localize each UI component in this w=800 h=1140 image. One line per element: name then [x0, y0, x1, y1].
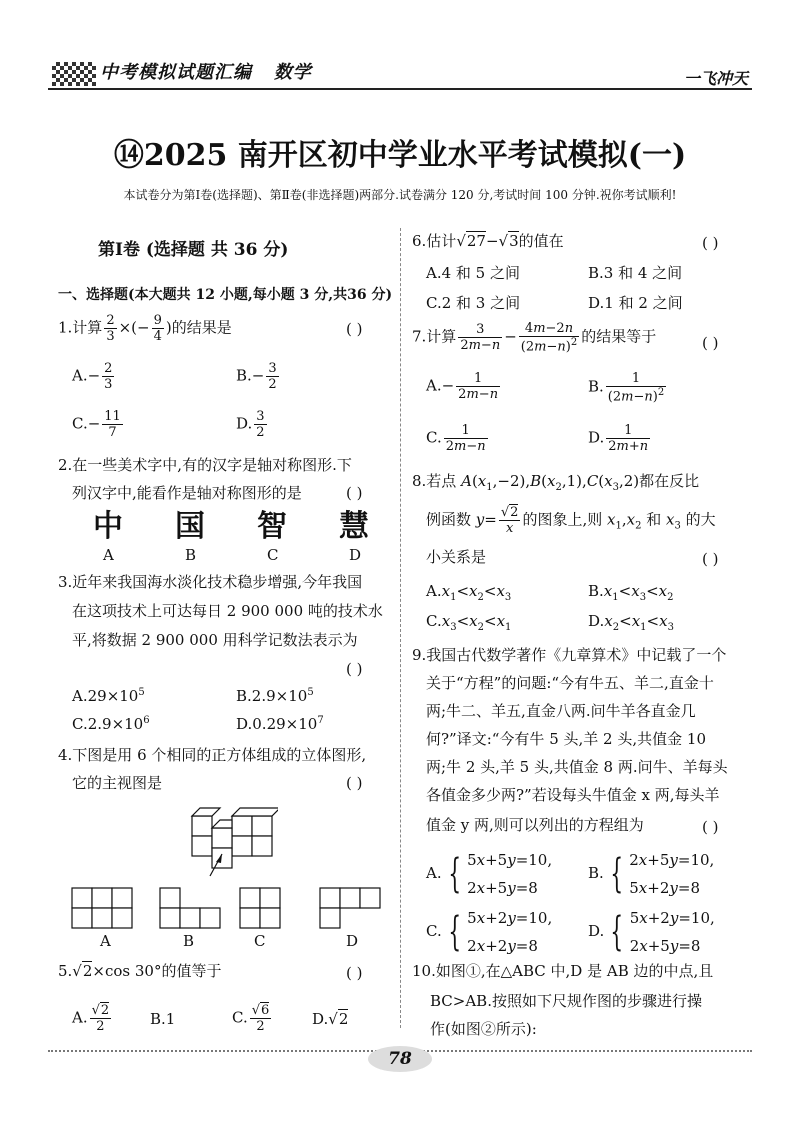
q1-option-b: B.− $\frac{3}{2}$ — [236, 361, 277, 392]
q3-option-b: $B.2.9\times 10^5$ — [236, 687, 314, 705]
question-8-line2: 例函数 y= $\frac{√2}{x}$ 的图象上,则 $x_1,x_2$ 和 $x_3$ 的大 — [426, 505, 716, 536]
question-7: 7.计算 $\frac{3}{2m-n}$ − $\frac{4m-2n}{(2m-n)^2}$ 的结果等于 — [412, 321, 657, 355]
exam-instructions: 本试卷分为第Ⅰ卷(选择题)、第Ⅱ卷(非选择题)两部分.试卷满分 120 分,考试时间 100 分钟.祝你考试顺利! — [123, 188, 677, 202]
question-9-line6: 各值金多少两?”若设每头牛值金 x 两,每头羊 — [426, 786, 720, 804]
q7-option-b: B. $\frac{1}{(2m-n)^2}$ — [588, 371, 665, 405]
q8-option-d: $D.x_2<x_1<x_3$ — [588, 612, 674, 633]
q4-label-c: C — [254, 932, 266, 950]
q1-option-a: A.− $\frac{2}{3}$ — [72, 361, 113, 392]
question-6: 6.估计√27−√3的值在 — [412, 232, 564, 250]
answer-paren-4: ( ) — [346, 774, 363, 792]
question-5: 5.√2×cos 30°的值等于 — [58, 962, 222, 980]
q9-option-a: A. { 5x+5y=10, 2x+5y=8 — [426, 851, 553, 897]
q1-option-d: D. $\frac{3}{2}$ — [236, 409, 265, 440]
q8-line2-pre: 例函数 — [426, 510, 472, 529]
q5-option-a: A. $\frac{√2}{2}$ — [72, 1003, 110, 1034]
q3-option-c: $C.2.9\times 10^6$ — [72, 715, 150, 733]
question-9-line7: 值金 y 两,则可以列出的方程组为 — [426, 816, 644, 834]
q6-post: 的值在 — [518, 232, 564, 250]
question-8-line3: 小关系是 — [426, 548, 487, 566]
q6-pre: 6.估计 — [412, 232, 457, 250]
question-1: 1.计算 $\frac{2}{3}$ ×(− $\frac{9}{4}$ )的结果是 — [58, 313, 232, 344]
question-2-line1: 2.在一些美术字中,有的汉字是轴对称图形.下 — [58, 456, 352, 474]
question-2-line2: 列汉字中,能看作是轴对称图形的是 — [72, 484, 302, 502]
q7-post: 的结果等于 — [581, 327, 657, 346]
answer-paren-2: ( ) — [346, 484, 363, 502]
char-zhi: 智 — [257, 509, 287, 544]
q5-option-c: C. $\frac{√6}{2}$ — [232, 1003, 270, 1034]
q5-option-d: D.√2 — [312, 1010, 349, 1028]
q4-label-b: B — [183, 932, 195, 950]
answer-paren-6: ( ) — [702, 234, 719, 252]
question-3-line3: 平,将数据 2 900 000 用科学记数法表示为 — [72, 631, 358, 649]
answer-paren-9: ( ) — [702, 818, 719, 836]
q7-option-a: A.− $\frac{1}{2m-n}$ — [426, 371, 499, 402]
answer-paren-3: ( ) — [346, 660, 363, 678]
q8-line2-post: 的图象上,则 — [522, 510, 603, 529]
question-4-line2: 它的主视图是 — [72, 774, 163, 792]
series-title: 中考模拟试题汇编 — [100, 62, 252, 83]
question-10-line3: 作(如图②所示): — [430, 1020, 537, 1038]
q9-option-b: B. { 2x+5y=10, 5x+2y=8 — [588, 851, 715, 897]
answer-paren-5: ( ) — [346, 964, 363, 982]
q7-option-d: D. $\frac{1}{2m+n}$ — [588, 423, 649, 454]
q9-option-d: D. { 5x+2y=10, 2x+5y=8 — [588, 909, 715, 955]
q8-option-b: $B.x_1<x_3<x_2$ — [588, 582, 674, 603]
question-3-line2: 在这项技术上可达每日 2 900 000 吨的技术水 — [72, 602, 383, 620]
q5-option-b: B.1 — [150, 1010, 176, 1028]
char-hui: 慧 — [339, 509, 369, 544]
answer-paren-1: ( ) — [346, 320, 363, 338]
q6-option-a: A.4 和 5 之间 — [426, 264, 520, 282]
question-3-line1: 3.近年来我国海水淡化技术稳步增强,今年我国 — [58, 573, 363, 591]
answer-paren-8: ( ) — [702, 550, 719, 568]
q1-option-c: C.− $\frac{11}{7}$ — [72, 409, 121, 440]
subject-label: 数学 — [273, 62, 312, 83]
section1-title: 一、选择题(本大题共 12 小题,每小题 3 分,共36 分) — [58, 287, 393, 303]
q2-label-c: C — [267, 546, 279, 564]
q6-option-c: C.2 和 3 之间 — [426, 294, 521, 312]
char-zhong: 中 — [93, 509, 123, 544]
q8-option-a: $A.x_1<x_2<x_3$ — [426, 582, 512, 603]
q6-option-d: D.1 和 2 之间 — [588, 294, 683, 312]
q2-label-d: D — [349, 546, 362, 564]
char-guo: 国 — [175, 509, 205, 544]
q3-option-d: $D.0.29\times 10^7$ — [236, 715, 324, 733]
q7-pre: 7.计算 — [412, 327, 457, 346]
question-9-line4: 何?”译文:“今有牛 5 头,羊 2 头,共值金 10 — [426, 730, 706, 748]
q3-option-a: $A.29\times 10^5$ — [72, 687, 145, 705]
answer-paren-7: ( ) — [702, 334, 719, 352]
question-4-line1: 4.下图是用 6 个相同的正方体组成的立体图形, — [58, 746, 367, 764]
q5-text: 的值等于 — [161, 962, 222, 980]
question-9-line5: 两;牛 2 头,羊 5 头,共值金 8 两.问牛、羊每头 — [426, 758, 728, 776]
question-9-line1: 9.我国古代数学著作《九章算术》中记载了一个 — [412, 646, 727, 664]
part1-title: 第Ⅰ卷 (选择题 共 36 分) — [98, 240, 289, 260]
brand-label: 一飞冲天 — [683, 69, 748, 88]
q8-line2-tail: 的大 — [685, 510, 716, 529]
q6-option-b: B.3 和 4 之间 — [588, 264, 683, 282]
question-9-line2: 关于“方程”的问题:“今有牛五、羊二,直金十 — [426, 674, 714, 692]
q8-option-c: $C.x_3<x_2<x_1$ — [426, 612, 512, 633]
q4-label-a: A — [100, 932, 111, 950]
question-9-line3: 两;牛二、羊五,直金八两.问牛羊各直金几 — [426, 702, 696, 720]
q8-line1-post: 都在反比 — [639, 472, 700, 490]
q9-option-c: C. { 5x+2y=10, 2x+2y=8 — [426, 909, 553, 955]
question-10-line2: BC>AB.按照如下尺规作图的步骤进行操 — [430, 992, 702, 1010]
page-title: ⑭2025 南开区初中学业水平考试模拟(一) — [113, 138, 687, 173]
q4-label-d: D — [346, 932, 359, 950]
q7-option-c: C. $\frac{1}{2m-n}$ — [426, 423, 486, 454]
page-number: 78 — [368, 1046, 432, 1072]
question-8-line1: 8.若点 $A(x_1,-2),B(x_2,1),C(x_3,2)$都在反比 — [412, 472, 700, 493]
q2-label-a: A — [103, 546, 114, 564]
q2-label-b: B — [185, 546, 197, 564]
question-10-line1: 10.如图①,在△ABC 中,D 是 AB 边的中点,且 — [412, 962, 714, 980]
